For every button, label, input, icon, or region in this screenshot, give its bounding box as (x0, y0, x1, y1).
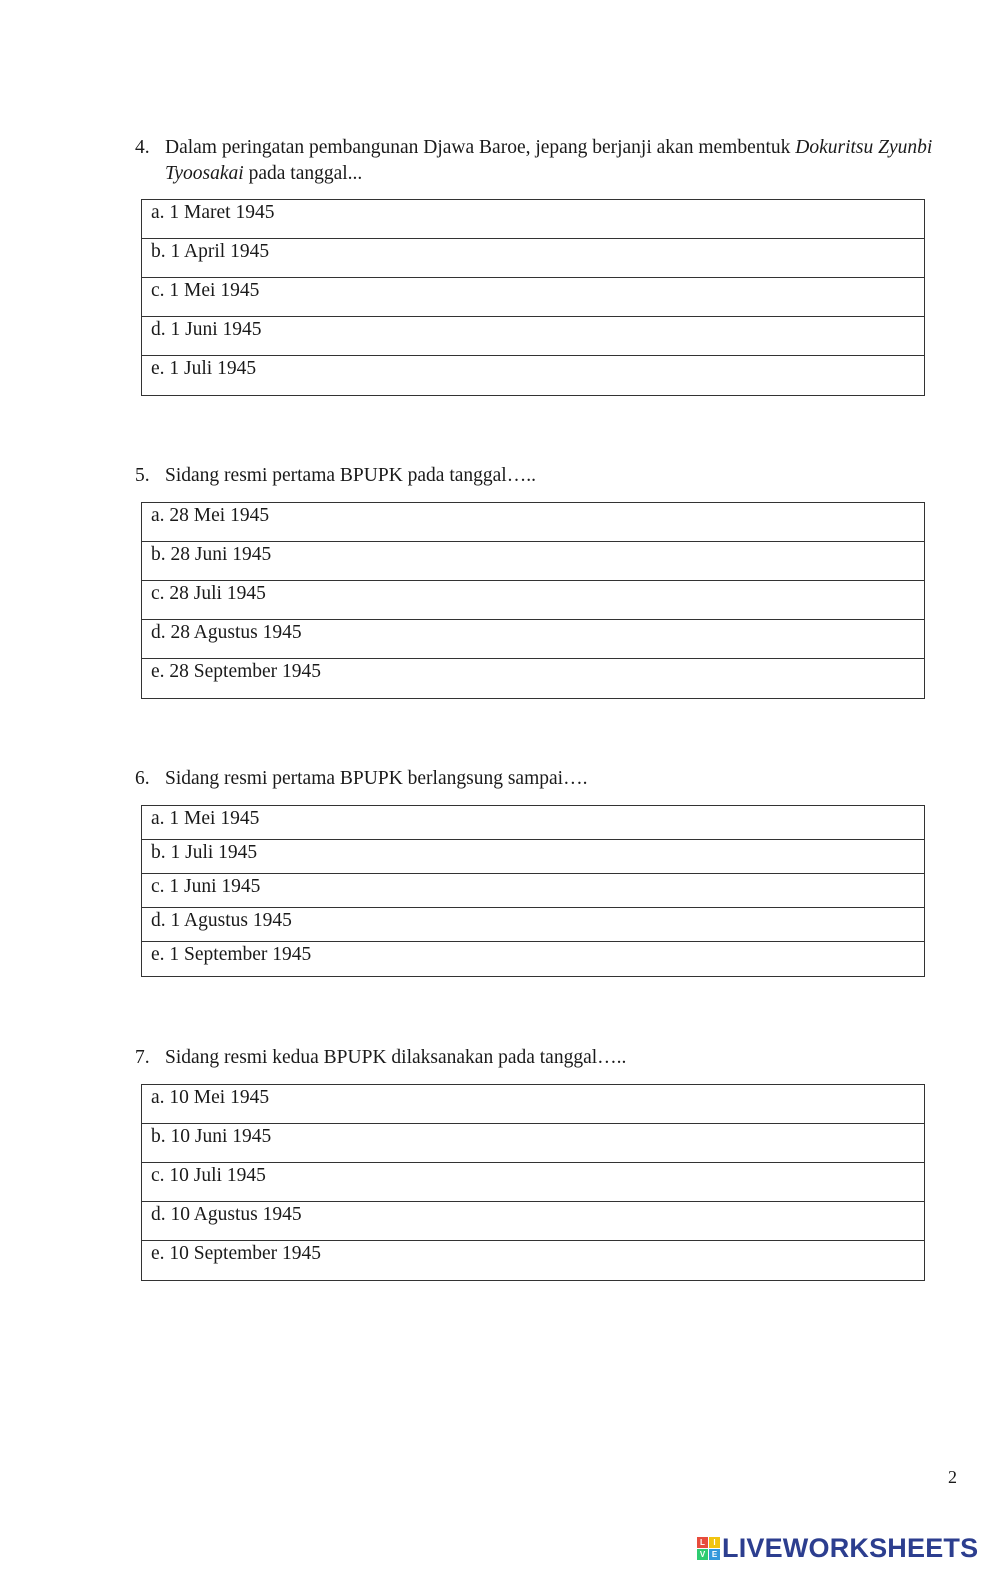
option-d[interactable]: d. 1 Agustus 1945 (142, 908, 924, 942)
liveworksheets-logo (697, 1533, 978, 1564)
option-e[interactable]: e. 1 Juli 1945 (151, 358, 257, 379)
option-d[interactable]: d. 10 Agustus 1945 (142, 1202, 924, 1241)
option-a[interactable]: a. 1 Mei 1945 (142, 806, 924, 840)
question-number: 6. (135, 768, 150, 789)
question-4 (135, 135, 965, 187)
option-c[interactable]: c. 1 Juni 1945 (142, 874, 924, 908)
question-7 (135, 1045, 965, 1071)
logo-icon: L I V E (697, 1537, 720, 1560)
option-b[interactable]: b. 1 Juli 1945 (142, 840, 924, 874)
option-c[interactable]: c. 10 Juli 1945 (142, 1163, 924, 1202)
question-text: Sidang resmi pertama BPUPK pada tanggal….. (165, 465, 536, 486)
logo-text: LIVEWORKSHEETS (722, 1533, 979, 1563)
question-text: Sidang resmi kedua BPUPK dilaksanakan pada tanggal….. (165, 1047, 627, 1068)
question-text (165, 135, 965, 187)
question-text-part: Dalam peringatan pembangunan Djawa Baroe, jepang berjanji akan membentuk (165, 137, 796, 158)
option-a[interactable]: a. 1 Maret 1945 (142, 200, 924, 239)
question-6 (135, 766, 965, 792)
option-e[interactable]: e. 10 September 1945 (151, 1243, 322, 1264)
option-a[interactable]: a. 28 Mei 1945 (142, 503, 924, 542)
options-table-7 (141, 1084, 925, 1281)
question-number: 7. (135, 1047, 150, 1068)
option-e[interactable]: e. 1 September 1945 (151, 944, 312, 965)
question-5 (135, 463, 965, 489)
option-c[interactable]: c. 28 Juli 1945 (142, 581, 924, 620)
option-b[interactable]: b. 10 Juni 1945 (142, 1124, 924, 1163)
options-table-4 (141, 199, 925, 396)
option-e[interactable]: e. 28 September 1945 (151, 661, 322, 682)
option-b[interactable]: b. 1 April 1945 (142, 239, 924, 278)
option-d[interactable]: d. 28 Agustus 1945 (142, 620, 924, 659)
option-a[interactable]: a. 10 Mei 1945 (142, 1085, 924, 1124)
options-table-6 (141, 805, 925, 977)
option-d[interactable]: d. 1 Juni 1945 (142, 317, 924, 356)
options-table-5 (141, 502, 925, 699)
option-c[interactable]: c. 1 Mei 1945 (142, 278, 924, 317)
question-text: Sidang resmi pertama BPUPK berlangsung sampai…. (165, 768, 588, 789)
question-text-part: pada tanggal... (243, 163, 363, 184)
option-b[interactable]: b. 28 Juni 1945 (142, 542, 924, 581)
question-text-italic: Dokuritsu Zyunbi Tyoosakai (165, 137, 933, 184)
question-number: 4. (135, 137, 150, 158)
page-number: 2 (948, 1467, 957, 1487)
question-number: 5. (135, 465, 150, 486)
